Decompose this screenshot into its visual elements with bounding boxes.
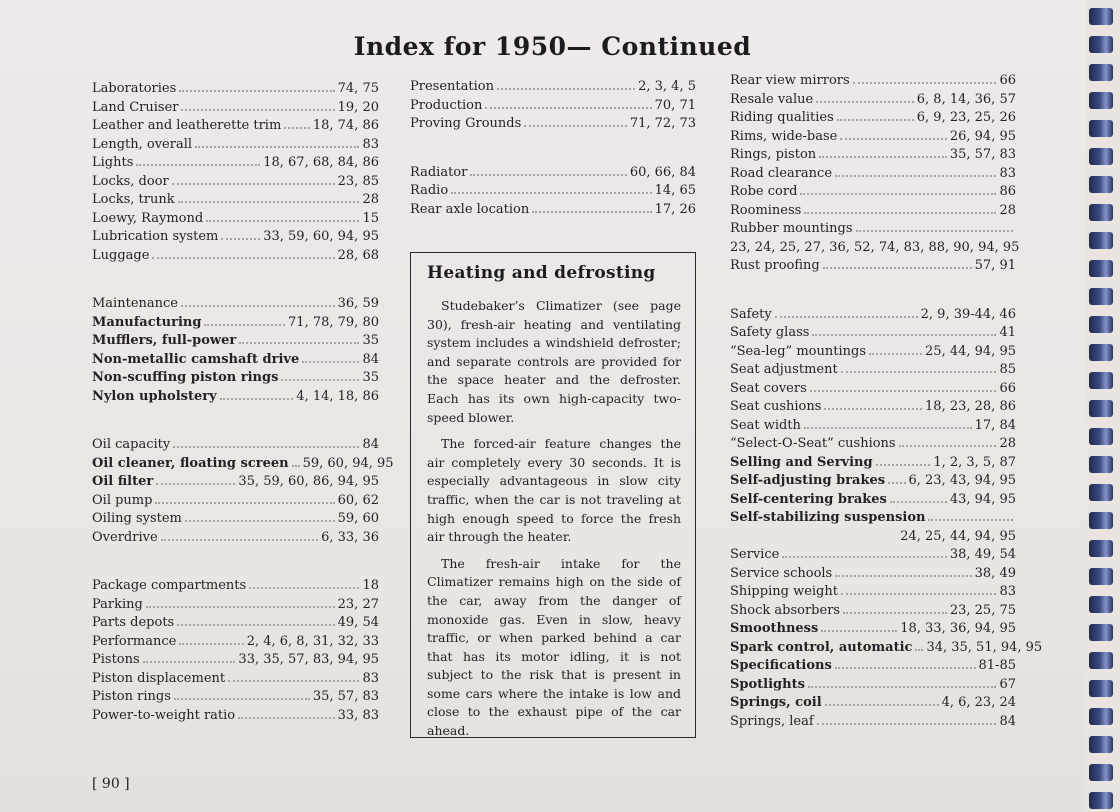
index-entry: Spark control, automatic 34, 35, 51, 94, 95 [730, 639, 1043, 655]
index-entry: Pistons 33, 35, 57, 83, 94, 95 [92, 652, 379, 667]
index-entry: Radio 14, 65 [410, 183, 696, 198]
index-entry: Nylon upholstery 4, 14, 18, 86 [92, 388, 379, 404]
index-entry: Rust proofing 57, 91 [730, 258, 1016, 273]
binding-coil [1089, 260, 1113, 277]
binding-coil [1089, 204, 1113, 221]
binding-coil [1089, 484, 1113, 501]
index-entry: Radiator 60, 66, 84 [410, 164, 696, 180]
index-entry: Parts depots 49, 54 [92, 615, 379, 630]
index-entry: Road clearance 83 [730, 165, 1016, 181]
index-entry: Loewy, Raymond 15 [92, 210, 379, 226]
binding-coil [1089, 64, 1113, 81]
index-entry: Self-adjusting brakes 6, 23, 43, 94, 95 [730, 473, 1016, 488]
index-entry: Robe cord 86 [730, 184, 1016, 199]
binding-coil [1089, 708, 1113, 725]
index-entry: Rings, piston 35, 57, 83 [730, 147, 1016, 162]
box-paragraph: The forced-air feature changes the air completely every 30 seconds. It is especially advantageous in slow city traffic, when the car is not traveling at high enough speed to force the fresh air through the heater. [427, 436, 681, 545]
binding-coil [1089, 288, 1113, 305]
binding-coil [1089, 36, 1113, 53]
binding-coil [1089, 372, 1113, 389]
index-entry: Leather and leatherette trim 18, 74, 86 [92, 118, 379, 133]
index-entry: Proving Grounds 71, 72, 73 [410, 116, 696, 131]
index-entry: Mufflers, full-power 35 [92, 333, 379, 348]
box-heading: Heating and defrosting [427, 263, 656, 283]
index-entry: Rubber mountings 23, 24, 25, 27, 36, 52, 74, 83, 88, 90, 94, 95 [730, 221, 1020, 255]
index-entry: Smoothness 18, 33, 36, 94, 95 [730, 621, 1016, 636]
index-entry: Safety glass 41 [730, 325, 1016, 340]
heating-defrosting-box [410, 252, 696, 738]
index-entry: Package compartments 18 [92, 578, 379, 593]
page-number: [ 90 ] [92, 776, 130, 792]
index-entry: Resale value 6, 8, 14, 36, 57 [730, 91, 1016, 107]
index-entry: Rear view mirrors 66 [730, 73, 1016, 88]
index-column-2 [410, 78, 696, 219]
index-entry: Shipping weight 83 [730, 584, 1016, 599]
index-entry: Performance 2, 4, 6, 8, 31, 32, 33 [92, 633, 379, 649]
index-entry: Seat adjustment 85 [730, 362, 1016, 377]
index-column-1 [92, 80, 394, 725]
index-entry: Manufacturing 71, 78, 79, 80 [92, 314, 379, 330]
binding-coil [1089, 764, 1113, 781]
index-entry: Power-to-weight ratio 33, 83 [92, 707, 379, 723]
index-entry: Oil filter 35, 59, 60, 86, 94, 95 [92, 474, 379, 489]
index-entry: Oil cleaner, floating screen 59, 60, 94, 95 [92, 455, 394, 471]
page-title: Index for 1950— Continued [353, 32, 752, 61]
binding-coil [1089, 624, 1113, 641]
binding-coil [1089, 400, 1113, 417]
index-entry: Non-metallic camshaft drive 84 [92, 351, 379, 367]
binding-coil [1089, 792, 1113, 809]
index-entry: Spotlights 67 [730, 676, 1016, 692]
binding-coil [1089, 512, 1113, 529]
binding-coil [1089, 176, 1113, 193]
index-entry: Shock absorbers 23, 25, 75 [730, 602, 1016, 618]
index-entry: Self-stabilizing suspension 24, 25, 44, 94, 95 [730, 510, 1016, 544]
index-entry: Rear axle location 17, 26 [410, 201, 696, 217]
box-paragraph: Studebaker’s Climatizer (see page 30), fresh-air heating and ventilating system includes a windshield defroster; and separate controls are provided for the space heater and the defroster. Each has its own high-capacity two-speed blower. [427, 298, 681, 425]
binding-coil [1089, 8, 1113, 25]
index-entry: Oil capacity 84 [92, 437, 379, 452]
index-column-3 [730, 72, 1043, 731]
index-entry: “Sea-leg” mountings 25, 44, 94, 95 [730, 343, 1016, 359]
binding-coil [1089, 92, 1113, 109]
index-entry: Safety 2, 9, 39-44, 46 [730, 306, 1016, 322]
index-entry: Service schools 38, 49 [730, 565, 1016, 581]
binding-coil [1089, 232, 1113, 249]
index-entry: Luggage 28, 68 [92, 247, 379, 263]
binding-coil [1089, 316, 1113, 333]
index-entry: Seat covers 66 [730, 380, 1016, 396]
index-entry: Piston rings 35, 57, 83 [92, 689, 379, 704]
binding-coil [1089, 148, 1113, 165]
index-entry: Service 38, 49, 54 [730, 547, 1016, 562]
binding-coil [1089, 456, 1113, 473]
binding-coil [1089, 568, 1113, 585]
index-entry: Non-scuffing piston rings 35 [92, 370, 379, 385]
index-entry: Lights 18, 67, 68, 84, 86 [92, 155, 379, 170]
binding-coil [1089, 652, 1113, 669]
index-entry: Springs, leaf 84 [730, 713, 1016, 729]
binding-coil [1089, 344, 1113, 361]
index-entry: Oiling system 59, 60 [92, 511, 379, 526]
index-entry: Overdrive 6, 33, 36 [92, 529, 379, 545]
index-entry: Length, overall 83 [92, 136, 379, 152]
index-entry: Seat cushions 18, 23, 28, 86 [730, 399, 1016, 414]
index-entry: Locks, door 23, 85 [92, 173, 379, 189]
index-entry: Self-centering brakes 43, 94, 95 [730, 491, 1016, 507]
binding-coil [1089, 120, 1113, 137]
index-entry: “Select-O-Seat” cushions 28 [730, 436, 1016, 451]
index-entry: Production 70, 71 [410, 97, 696, 113]
box-paragraph: The fresh-air intake for the Climatizer remains high on the side of the car, away from the danger of monoxide gas. Even in slow, heavy traffic, or when parked behind a car that has its motor idling, it is not subject to the risk that is present in some cars where the intake is low and close to the exhaust pipe of the car ahead. [427, 555, 681, 739]
binding-coil [1089, 736, 1113, 753]
index-entry: Land Cruiser 19, 20 [92, 99, 379, 115]
index-entry: Oil pump 60, 62 [92, 492, 379, 508]
binding-coil [1089, 428, 1113, 445]
index-entry: Laboratories 74, 75 [92, 81, 379, 96]
index-entry: Riding qualities 6, 9, 23, 25, 26 [730, 110, 1016, 125]
index-entry: Parking 23, 27 [92, 596, 379, 612]
index-entry: Springs, coil 4, 6, 23, 24 [730, 695, 1016, 710]
index-entry: Roominess 28 [730, 202, 1016, 218]
index-entry: Seat width 17, 84 [730, 417, 1016, 433]
index-entry: Locks, trunk 28 [92, 192, 379, 207]
index-entry: Rims, wide-base 26, 94, 95 [730, 128, 1016, 144]
index-entry: Maintenance 36, 59 [92, 296, 379, 311]
index-entry: Lubrication system 33, 59, 60, 94, 95 [92, 229, 379, 244]
index-entry: Presentation 2, 3, 4, 5 [410, 79, 696, 94]
index-entry: Piston displacement 83 [92, 670, 379, 686]
binding-coil [1089, 596, 1113, 613]
index-entry: Selling and Serving 1, 2, 3, 5, 87 [730, 454, 1016, 470]
binding-coil [1089, 680, 1113, 697]
index-entry: Specifications 81-85 [730, 658, 1016, 673]
binding-coil [1089, 540, 1113, 557]
